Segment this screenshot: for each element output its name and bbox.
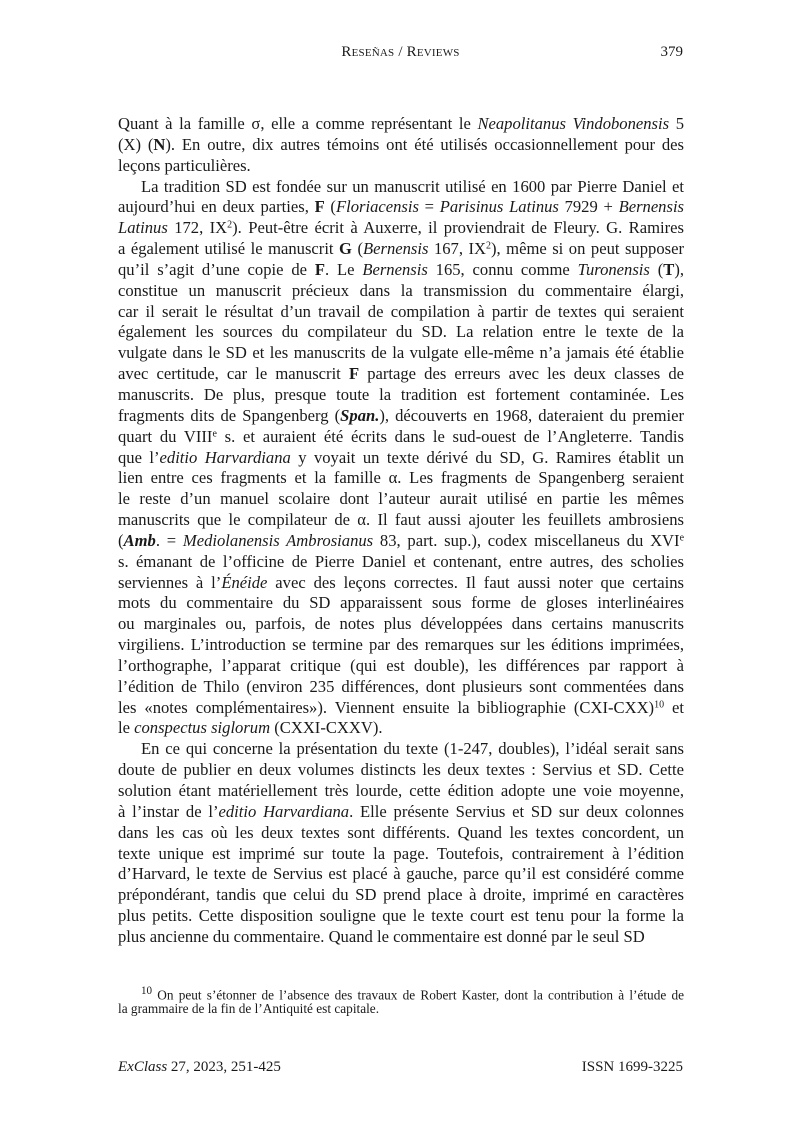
- text-run: Mediolanensis Ambrosianus: [182, 530, 374, 550]
- text-run: En ce qui concerne la présentation du texte (1-247, doubles), l’idéal serait sans: [141, 739, 684, 759]
- text-run: les «notes complémentaires»). Viennent ensuite la bibliographie (CXI-CXX): [118, 697, 655, 717]
- journal-citation: [118, 1059, 281, 1076]
- text-run: conspectus siglorum: [134, 718, 271, 738]
- text-run: 2: [486, 240, 491, 252]
- text-line: [118, 510, 684, 531]
- text-run: ). En outre, dix autres témoins ont été utilisés occasionnellement pour des: [165, 134, 684, 154]
- text-run: Parisinus Latinus: [439, 197, 559, 217]
- text-line: [118, 468, 684, 489]
- text-line: [118, 781, 684, 802]
- text-line: [118, 427, 684, 448]
- text-line: [118, 677, 684, 698]
- text-run: N: [153, 134, 166, 154]
- text-line: [118, 260, 684, 281]
- text-run: Bernensis: [618, 197, 685, 217]
- text-run: virgiliens. L’introduction se termine par des remarques sur les éditions imprimées,: [118, 635, 684, 655]
- running-header: [118, 44, 683, 66]
- text-run: partage des erreurs avec les deux classes de: [359, 364, 684, 384]
- text-run: . =: [155, 530, 183, 550]
- footnote: [118, 982, 684, 1018]
- text-run: leçons particulières.: [118, 155, 251, 175]
- text-run: Floriacensis: [335, 197, 419, 217]
- text-run: avec des leçons correctes. Il faut aussi noter que certains: [267, 572, 685, 592]
- text-run: 7929 +: [558, 197, 619, 217]
- text-line: [118, 614, 684, 635]
- running-title: Reseñas / Reviews: [341, 44, 460, 60]
- text-line: [118, 218, 684, 239]
- text-line: [118, 135, 684, 156]
- text-run: le reste d’un manuel scolaire dont l’auteur aurait utilisé en partie les mêmes: [118, 489, 684, 509]
- text-run: T: [663, 259, 675, 279]
- text-line: [118, 718, 684, 739]
- text-line: [118, 927, 684, 948]
- text-run: Span.: [340, 405, 380, 425]
- text-run: e: [212, 428, 217, 440]
- text-line: [118, 177, 684, 198]
- body-text: [118, 114, 684, 948]
- text-line: [118, 823, 684, 844]
- text-run: ), découverts en 1968, dateraient du premier: [379, 405, 684, 425]
- text-run: F: [314, 259, 325, 279]
- text-run: solution étant matériellement très lourde, cette édition adopte une voie moyenne,: [118, 781, 684, 800]
- text-line: [118, 760, 684, 781]
- text-run: également les sources du compilateur du SD. La relation entre le texte de la: [118, 322, 684, 342]
- text-run: l’édition de Thilo (environ 235 différences, dont plusieurs sont commentées dans: [118, 676, 684, 696]
- text-run: à l’instar de l’: [118, 801, 219, 821]
- text-run: plus petits. Cette disposition souligne que le texte court est tenu pour la forme la: [118, 906, 684, 926]
- text-run: (X) (: [118, 134, 154, 154]
- text-run: Bernensis: [362, 259, 428, 279]
- text-run: (: [118, 530, 124, 550]
- volume-pages: 27, 2023, 251-425: [167, 1059, 281, 1075]
- text-line: [118, 552, 684, 573]
- text-run: manuscrits. De plus, presque toute la tradition est fortement contaminée. Les: [118, 384, 684, 404]
- footnote-line: [118, 982, 684, 1003]
- text-run: On peut s’étonner de l’absence des travaux de Robert Kaster, dont la contribution à l’étude de: [152, 987, 684, 1003]
- text-run: doute de publier en deux volumes distincts les deux textes : Servius et SD. Cette: [118, 760, 684, 780]
- text-run: (: [649, 259, 664, 279]
- text-run: (CXXI-CXXV).: [270, 718, 383, 738]
- text-line: [118, 864, 684, 885]
- text-run: 5: [669, 114, 684, 133]
- text-run: (: [351, 239, 363, 259]
- text-line: [118, 156, 684, 177]
- text-run: la grammaire de la fin de l’Antiquité est capitale.: [118, 1001, 380, 1016]
- text-run: prépondérant, tandis que celui du SD prend place à droite, imprimé en caractères: [118, 885, 684, 905]
- text-run: ),: [674, 259, 685, 279]
- text-run: et: [664, 697, 684, 717]
- text-run: Quant à la famille σ, elle a comme représentant le: [118, 114, 478, 133]
- text-run: Turonensis: [577, 259, 650, 279]
- text-run: a également utilisé le manuscrit: [118, 239, 340, 259]
- text-run: vulgate dans le SD et les manuscrits de la vulgate elle-même n’a jamais été établie: [118, 343, 684, 363]
- text-line: [118, 802, 684, 823]
- text-run: F: [348, 364, 360, 384]
- text-run: y voyait un texte dérivé du SD, G. Ramires établit un: [290, 447, 685, 467]
- page-number: 379: [660, 44, 683, 60]
- text-run: dans les cas où les deux textes sont différents. Quand les textes concordent, un: [118, 822, 684, 842]
- text-line: [118, 698, 684, 719]
- text-line: [118, 385, 684, 406]
- text-run: quart du VIII: [118, 426, 213, 446]
- text-line: [118, 635, 684, 656]
- text-line: [118, 885, 684, 906]
- text-run: Latinus: [118, 218, 168, 238]
- text-run: 2: [227, 219, 233, 231]
- text-run: 10: [654, 699, 665, 711]
- text-run: serviennes à l’: [118, 572, 222, 592]
- text-line: [118, 656, 684, 677]
- text-line: [118, 739, 684, 760]
- text-run: e: [679, 532, 684, 544]
- text-run: =: [418, 197, 440, 217]
- text-run: editio Harvardiana: [159, 447, 291, 467]
- text-run: La tradition SD est fondée sur un manuscrit utilisé en 1600 par Pierre Daniel et: [141, 176, 684, 196]
- text-line: [118, 302, 684, 323]
- footnote-line: [118, 1000, 684, 1018]
- text-line: [118, 531, 684, 552]
- text-line: [118, 448, 684, 469]
- text-run: l’orthographe, l’apparat critique (qui est double), les différences par rapport à: [118, 655, 684, 675]
- text-line: [118, 844, 684, 865]
- text-run: ). Peut-être écrit à Auxerre, il proviendrait de Fleury. G. Ramires: [232, 218, 684, 238]
- text-run: Amb: [123, 530, 156, 550]
- text-run: F: [314, 197, 325, 217]
- text-run: . Elle présente Servius et SD sur deux colonnes: [349, 801, 684, 821]
- text-run: que l’: [118, 447, 160, 467]
- text-line: [118, 322, 684, 343]
- text-run: lien entre ces fragments et la famille α. Les fragments de Spangenberg seraient: [118, 468, 684, 488]
- text-run: Neapolitanus Vindobonensis: [477, 114, 670, 133]
- text-line: [118, 593, 684, 614]
- text-run: mots du commentaire du SD apparaissent sous forme de gloses interlinéaires: [118, 593, 684, 613]
- text-run: d’Harvard, le texte de Servius est placé à gauche, parce qu’il est considéré comme: [118, 864, 684, 884]
- text-run: texte unique est imprimé sur toute la page. Toutefois, contrairement à l’édition: [118, 843, 684, 863]
- text-run: 83, part. sup.), codex miscellaneus du XVI: [373, 530, 680, 550]
- text-run: aujourd’hui en deux parties,: [118, 197, 315, 217]
- text-run: s. et auraient été écrits dans le sud-ouest de l’Angleterre. Tandis: [216, 426, 685, 446]
- text-run: editio Harvardiana: [218, 801, 350, 821]
- text-run: (: [324, 197, 336, 217]
- issn: ISSN 1699-3225: [581, 1059, 683, 1075]
- text-run: le: [118, 718, 135, 738]
- journal-name: ExClass: [118, 1059, 168, 1075]
- text-run: . Le: [324, 259, 363, 279]
- text-run: 172, IX: [167, 218, 228, 238]
- text-line: [118, 239, 684, 260]
- text-run: plus ancienne du commentaire. Quand le commentaire est donné par le seul SD: [118, 926, 645, 946]
- text-run: avec certitude, car le manuscrit: [118, 364, 349, 384]
- text-line: [118, 197, 684, 218]
- text-run: ou marginales ou, parfois, de notes plus développées dans certains manuscrits: [118, 614, 684, 634]
- text-run: manuscrits que le compilateur de α. Il faut aussi ajouter les feuillets ambrosiens: [118, 510, 684, 530]
- text-run: 167, IX: [428, 239, 487, 259]
- text-run: 10: [141, 985, 153, 997]
- text-line: [118, 489, 684, 510]
- text-line: [118, 406, 684, 427]
- text-run: 165, connu comme: [427, 259, 578, 279]
- text-run: ), même si on peut supposer: [491, 239, 684, 259]
- text-line: [118, 573, 684, 594]
- text-run: s. émanant de l’officine de Pierre Daniel et contenant, entre autres, des scholies: [118, 551, 684, 571]
- text-run: qu’il s’agit d’une copie de: [118, 259, 315, 279]
- text-run: car il serait le résultat d’un travail de compilation à partir de textes qui seraient: [118, 301, 684, 321]
- text-run: Énéide: [221, 572, 268, 592]
- text-line: [118, 906, 684, 927]
- text-run: constitue un manuscrit précieux dans la transmission du commentaire élargi,: [118, 280, 684, 300]
- text-line: [118, 343, 684, 364]
- text-line: [118, 114, 684, 135]
- text-line: [118, 364, 684, 385]
- text-run: Bernensis: [363, 239, 429, 259]
- text-line: [118, 281, 684, 302]
- text-run: fragments dits de Spangenberg (: [118, 405, 341, 425]
- text-run: G: [339, 239, 352, 259]
